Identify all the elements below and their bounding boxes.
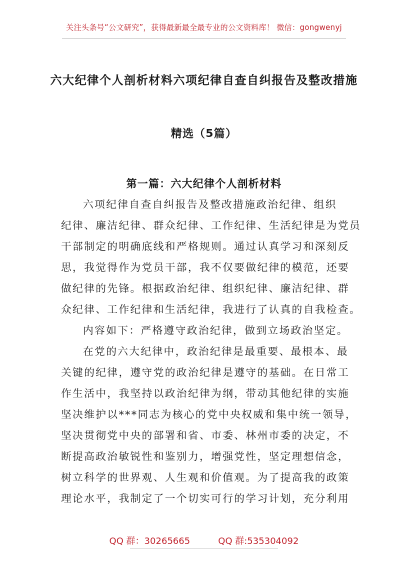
body-line: 六项纪律自查自纠报告及整改措施政治纪律、组织 — [83, 199, 337, 211]
body-line: 理论水平，我制定了一个切实可行的学习计划，充分利用 — [61, 493, 350, 505]
footer-qq-right: QQ 群:535304092 — [218, 537, 299, 547]
body-line: 做纪律的先锋。根据政治纪律、组织纪律、廉洁纪律、群 — [61, 283, 350, 295]
body-line: 内容如下：严格遵守政治纪律，做到立场政治坚定。 — [83, 325, 349, 337]
body-line: 众纪律、工作纪律和生活纪律，我进行了认真的自我检查。 — [61, 304, 362, 316]
document-subtitle: 精选（5篇） — [170, 127, 238, 140]
section-heading: 第一篇：六大纪律个人剖析材料 — [126, 178, 282, 190]
header-banner: 关注头条号“公文研究”，获得最新最全最专业的公文资料库！ 微信：gongwenyj — [66, 23, 342, 32]
body-line: 在党的六大纪律中，政治纪律是最重要、最根本、最 — [83, 346, 349, 358]
header-divider — [62, 38, 346, 39]
footer-divider — [130, 548, 278, 549]
body-line: 坚决贯彻党中央的部署和省、市委、林州市委的决定，不 — [61, 430, 350, 442]
body-line: 断提高政治敏锐性和鉴别力，增强党性，坚定理想信念， — [61, 451, 350, 463]
body-line: 树立科学的世界观、人生观和价值观。为了提高我的政策 — [61, 472, 350, 484]
body-line: 纪律、廉洁纪律、群众纪律、工作纪律、生活纪律是为党员 — [61, 220, 362, 232]
footer-contacts — [0, 534, 408, 547]
document-title: 六大纪律个人剖析材料六项纪律自查自纠报告及整改措施 — [50, 73, 358, 87]
body-line: 干部制定的明确底线和严格规则。通过认真学习和深刻反 — [61, 241, 350, 253]
body-line: 作生活中，我坚持以政治纪律为纲，带动其他纪律的实施 — [61, 388, 350, 400]
body-line: 关键的纪律，遵守党的政治纪律是遵守的基础。在日常工 — [61, 367, 350, 379]
body-line: 坚决维护以***同志为核心的党中央权威和集中统一领导， — [61, 409, 358, 421]
body-line: 思，我觉得作为党员干部，我不仅要做纪律的模范，还要 — [61, 262, 350, 274]
footer-qq-left: QQ 群：30265665 — [109, 537, 191, 547]
